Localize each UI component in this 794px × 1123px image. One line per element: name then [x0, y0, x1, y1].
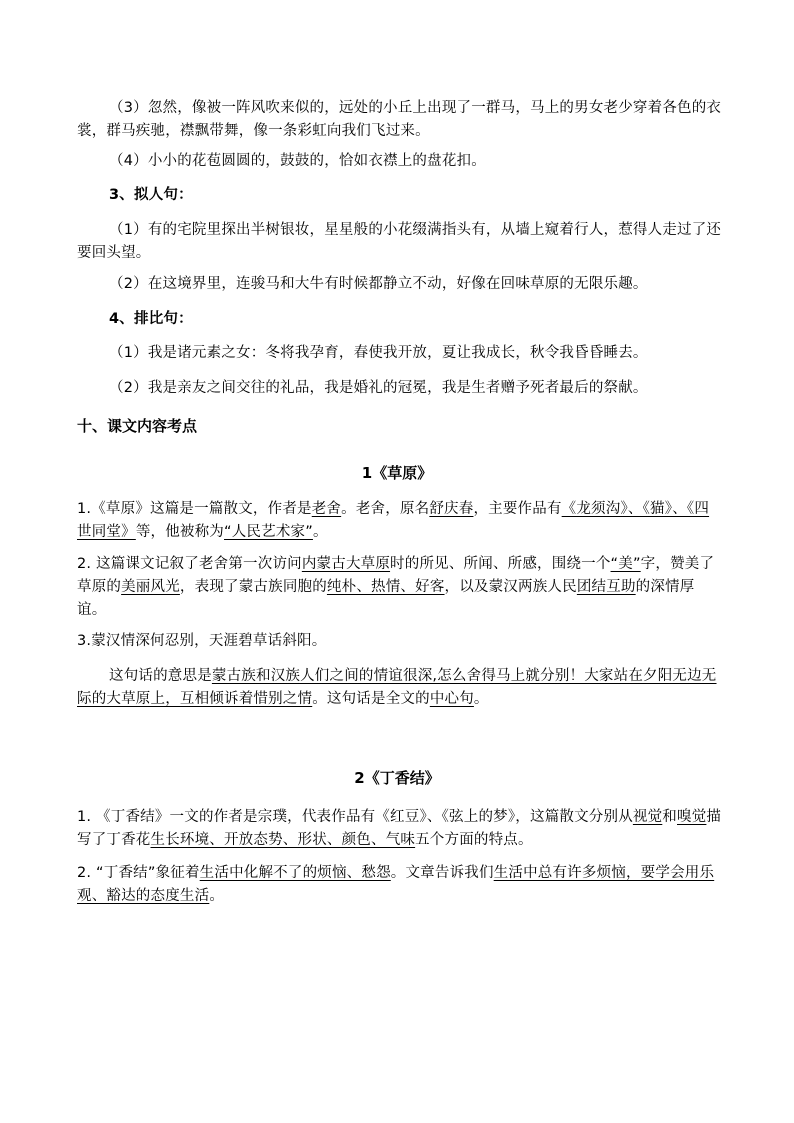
symbol-answer: 生活中化解不了的烦恼、愁怨 — [199, 865, 391, 881]
lesson1-point-2: 2. 这篇课文记叙了老舍第一次访问内蒙古大草原时的所见、所闻、所感，围绕一个“美”字，赞美了草原的美丽风光，表现了蒙古族同胞的纯朴、热情、好客，以及蒙汉两族人民团结互助的深情厚谊。 — [77, 556, 715, 618]
author-answer: 老舍 — [311, 501, 342, 517]
smell-answer: 嗅觉 — [677, 809, 707, 825]
traits-answer: 纯朴、热情、好客 — [326, 579, 445, 595]
lesson2-title: 2《丁香结》 — [354, 769, 440, 787]
rhetoric-sentence-3: （3）忽然，像被一阵风吹来似的，远处的小丘上出现了一群马，马上的男女老少穿着各色的衣裳，群马疾驰，襟飘带舞，像一条彩虹向我们飞过来。 — [77, 100, 722, 139]
lesson2-point-1: 1. 《丁香结》一文的作者是宗璞，代表作品有《红豆》、《弦上的梦》，这篇散文分别从视觉和嗅觉描写了丁香花生长环境、开放态势、形状、颜色、气味五个方面的特点。 — [77, 809, 722, 848]
lesson1-point-4: 这句话的意思是蒙古族和汉族人们之间的情谊很深,怎么舍得马上就分别！大家站在夕阳无边无际的大草原上，互相倾诉着惜别之情。这句话是全文的中心句。 — [77, 668, 717, 707]
place-answer: 内蒙古大草原 — [301, 556, 391, 572]
lesson1-point-3: 3.蒙汉情深何忍别，天涯碧草话斜阳。 — [77, 633, 327, 649]
realname-answer: 舒庆春 — [429, 501, 474, 517]
personification-item-2: （2）在这境界里，连骏马和大牛有时候都静立不动，好像在回味草原的无限乐趣。 — [109, 276, 648, 292]
lesson1-point-1: 1.《草原》这篇是一篇散文，作者是老舍。老舍，原名舒庆春，主要作品有《龙须沟》、《猫》、《四世同堂》等，他被称为“人民艺术家”。 — [77, 501, 710, 540]
sight-answer: 视觉 — [632, 809, 663, 825]
lesson1-title: 1《草原》 — [361, 464, 433, 482]
meaning-answer: 蒙古族和汉族人们之间的情谊很深,怎么舍得马上就分别！大家站在夕阳无边无际的大草原上，互相倾诉着惜别之情 — [77, 668, 717, 707]
honor-answer: “人民艺术家” — [224, 524, 313, 540]
rhetoric-sentence-4: （4）小小的花苞圆圆的，鼓鼓的，恰如衣襟上的盘花扣。 — [109, 153, 486, 169]
works-answer: 《龙须沟》、《猫》、《四世同堂》 — [77, 501, 710, 540]
parallelism-item-2: （2）我是亲友之间交往的礼品，我是婚礼的冠冕，我是生者赠予死者最后的祭献。 — [109, 380, 648, 396]
personification-item-1: （1）有的宅院里探出半树银妆，星星般的小花缀满指头有，从墙上窥着行人，惹得人走过了还要回头望。 — [77, 222, 722, 261]
central-answer: 中心句 — [429, 691, 474, 707]
section-title: 十、课文内容考点 — [77, 417, 198, 435]
word-answer: “美” — [610, 556, 641, 572]
unity-answer: 团结互助 — [576, 579, 636, 595]
lesson2-point-2: 2. “丁香结”象征着生活中化解不了的烦恼、愁怨。文章告诉我们生活中总有许多烦恼，要学会用乐观、豁达的态度生活。 — [77, 865, 715, 904]
parallelism-heading: 4、排比句： — [109, 311, 193, 327]
lesson-answer: 生活中总有许多烦恼，要学会用乐观、豁达的态度生活 — [77, 865, 715, 904]
aspects-answer: 生长环境、开放态势、形状、颜色、气味 — [150, 832, 416, 848]
scenery-answer: 美丽风光 — [121, 579, 180, 595]
parallelism-item-1: （1）我是诸元素之女：冬将我孕育，春使我开放，夏让我成长，秋令我昏昏睡去。 — [109, 345, 648, 361]
personification-heading: 3、拟人句： — [109, 187, 193, 203]
